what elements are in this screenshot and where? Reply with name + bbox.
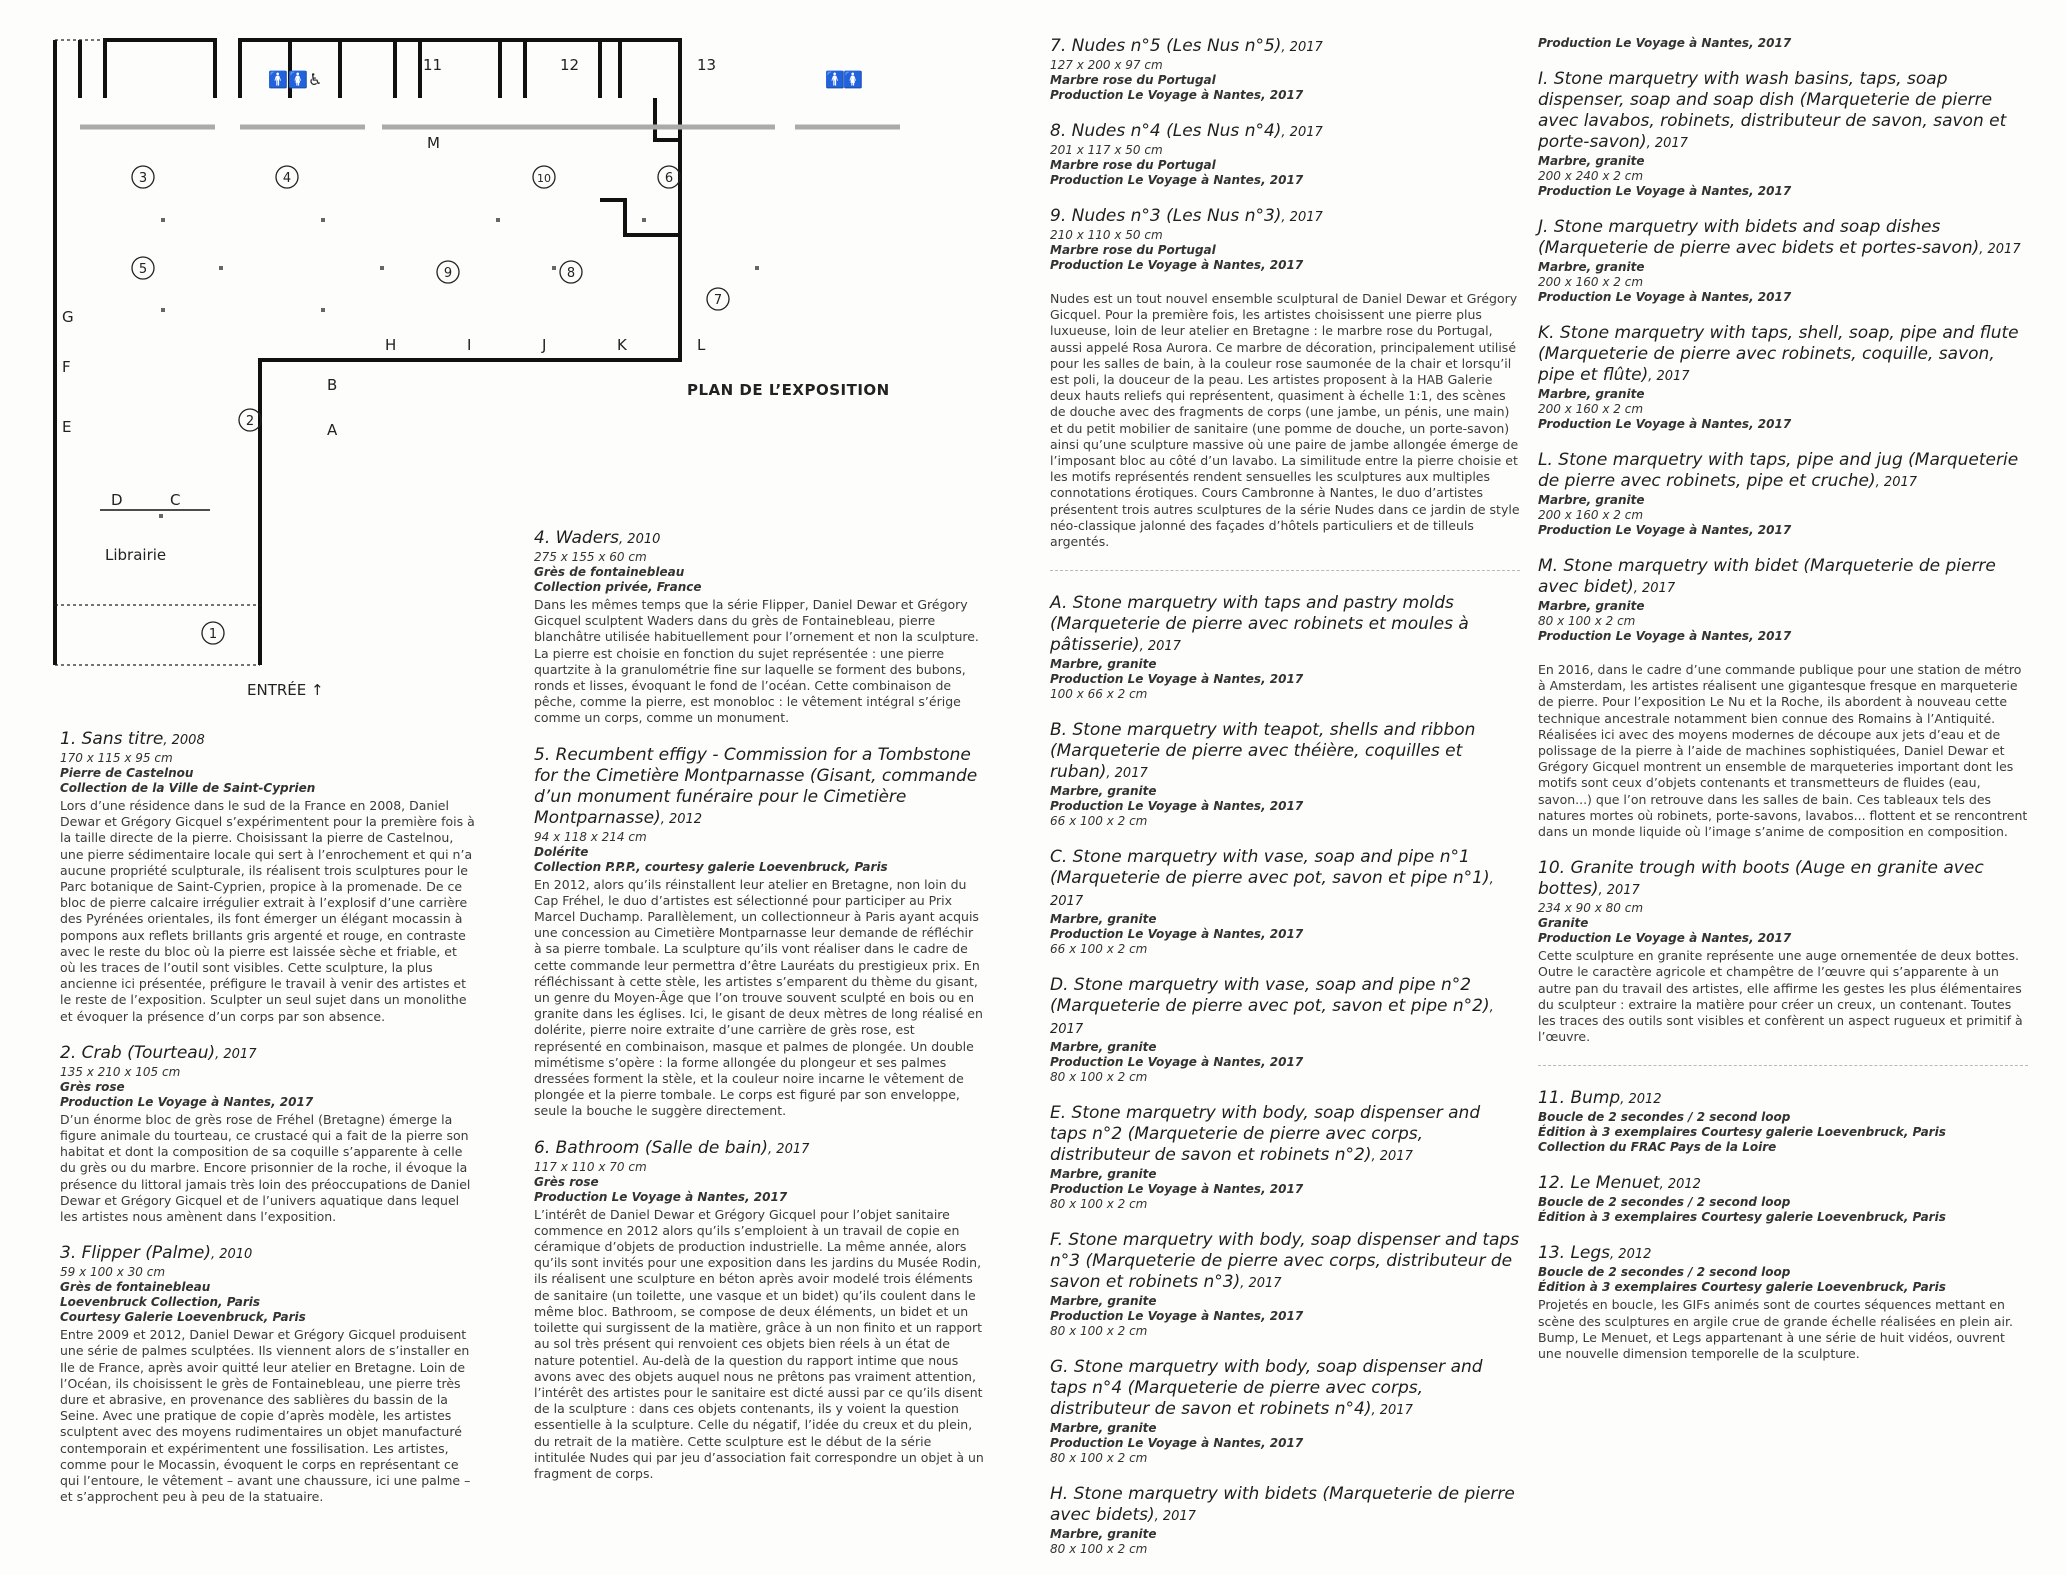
artwork-entry [1050, 720, 1520, 829]
column-1 [60, 729, 475, 1524]
artwork-detail: Production Le Voyage à Nantes, 2017 [1050, 173, 1304, 187]
artwork-entry [1050, 975, 1520, 1085]
artwork-name: F. Stone marquetry with body, soap dispenser and taps n°3 (Marqueterie de pierre avec corps, distributeur de savon et robinets n°3) [1050, 1230, 1520, 1293]
svg-text:🚺: 🚺 [843, 70, 863, 89]
artwork-name: 4. Waders [534, 528, 620, 548]
artwork-detail: 94 x 118 x 214 cm [534, 829, 647, 844]
artwork-detail: 200 x 240 x 2 cm [1538, 169, 1644, 183]
artwork-name: G. Stone marquetry with body, soap dispenser and taps n°4 (Marqueterie de pierre avec corps, distributeur de savon et robinets n°4) [1050, 1357, 1483, 1420]
artwork-title [1538, 1088, 2028, 1110]
artwork-detail: Marbre, granite [1050, 784, 1157, 799]
artwork-year: , 2017 [1281, 210, 1323, 225]
artwork-entry [1538, 36, 2028, 51]
zone-J-label: J [542, 336, 547, 354]
artwork-detail: 59 x 100 x 30 cm [60, 1265, 166, 1280]
artwork-detail: 135 x 210 x 105 cm [60, 1064, 181, 1079]
artwork-detail: Production Le Voyage à Nantes, 2017 [1050, 1182, 1304, 1197]
artwork-year: , 2017 [1050, 1000, 1494, 1038]
artwork-name: 5. Recumbent effigy - Commission for a Tombstone for the Cimetière Montparnasse (Gisant, commande d’un monument funéraire pour le Cimetière Montparnasse) [534, 744, 978, 828]
artwork-detail: 66 x 100 x 2 cm [1050, 814, 1148, 829]
zone-A-label: A [327, 421, 338, 439]
artwork-year: , 2017 [215, 1046, 257, 1062]
artwork-title [1050, 206, 1520, 228]
artwork-description: Projetés en boucle, les GIFs animés sont de courtes séquences mettant en scène des sculptures en argile crue de grande échelle réalisées en plein air. Bump, Le Menuet, et Legs appartenant à une série de huit vidéos, ouvrent une nouvelle dimension temporelle de la sculpture. [1538, 1297, 2013, 1362]
artwork-detail: Production Le Voyage à Nantes, 2017 [1538, 523, 1792, 537]
artwork-detail: Marbre, granite [1050, 1527, 1157, 1542]
artwork-year: , 2017 [1633, 581, 1676, 596]
marker-2: 2 [245, 414, 255, 429]
artwork-detail: 117 x 110 x 70 cm [534, 1159, 647, 1174]
artwork-detail: Production Le Voyage à Nantes, 2017 [1050, 927, 1304, 942]
artwork-detail: Édition à 3 exemplaires Courtesy galerie Loevenbruck, Paris [1538, 1210, 1946, 1225]
artwork-description: En 2016, dans le cadre d’une commande publique pour une station de métro à Amsterdam, les artistes réalisent une gigantesque fresque en marqueterie de pierre. Pour l’exposition Le Nu et la Roche, ils abordent à nouveau cette technique ancestrale notamment bien connue des Romains à l’Antiquité. Réalisées ici avec des moyens modernes de découpe aux jets d’eau et de polissage de la pierre à l’aide de machines sophistiquées, Daniel Dewar et Grégory Gicquel montrent un ensemble de marqueteries important dont les motifs sont ceux d’objets contenants et transmetteurs de fluides (eau, savon...) que l’on retrouve dans les salles de bain. Ces tableaux tels des natures mortes où robinets, porte-savons, lavabos... flottent et se rencontrent dans un monde liquide où l’image s’anime de composition en composition. [1538, 662, 2028, 840]
artwork-entry [1050, 291, 1520, 550]
artwork-description: En 2012, alors qu’ils réinstallent leur atelier en Bretagne, non loin du Cap Fréhel, le duo d’artistes est sélectionné pour participer au Prix Marcel Duchamp. Parallèlement, un collectionneur à Paris ayant acquis une concession au Cimetière Montparnasse leur demande de réfléchir à sa pierre tombale. La sculpture qu’ils vont réaliser dans le cadre de cette commande leur permettra d’être Lauréats du prestigieux prix. En réfléchissant à cette stèle, les artistes s’emparent du thème du gisant, un genre du Moyen-Âge que l’on trouve souvent sculpté en bois ou en granite dans les églises. Ici, le gisant de deux mètres de long réalisé en dolérite, pierre noire extraite d’une carrière de grès rose, est représenté en combinaison, masque et palmes de plongée. Un double mimétisme s’opère : la forme allongée du plongeur et ses palmes dressées forment la stèle, et la couleur noire incarne le vêtement de plongée et la pierre tombale. Le corps est figuré par son enveloppe, seule la bouche le suggère directement. [534, 876, 983, 1119]
artwork-title [1538, 858, 2028, 901]
artwork-year: , 2012 [1659, 1177, 1701, 1193]
artwork-detail: Production Le Voyage à Nantes, 2017 [534, 1189, 788, 1204]
artwork-detail: 100 x 66 x 2 cm [1050, 687, 1148, 702]
artwork-detail: Granite [1538, 916, 1589, 931]
artwork-description: Dans les mêmes temps que la série Flipper, Daniel Dewar et Grégory Gicquel sculptent Waders dans du grès de Fontainebleau, pierre blanchâtre utilisée habituellement pour l’ornement et non la sculpture. La pierre est choisie en fonction du sujet représentée : une pierre quartzite à la granulométrie fine sur laquelle se forment des bubons, ronds et lisses, évoquant le fond de l’océan. Cette combinaison de pêche, comme la pierre, est monobloc : le vêtement intégral s’érige comme un corps, comme un monument. [534, 597, 979, 726]
artwork-detail: Grès de fontainebleau [60, 1280, 211, 1295]
column-3 [1050, 36, 1520, 1575]
artwork-title [1050, 720, 1520, 784]
artwork-detail: Production Le Voyage à Nantes, 2017 [60, 1094, 314, 1109]
artwork-title [1050, 36, 1520, 58]
artwork-title [534, 528, 984, 550]
svg-text:♿: ♿ [308, 70, 323, 89]
artwork-name: E. Stone marquetry with body, soap dispenser and taps n°2 (Marqueterie de pierre avec corps, distributeur de savon et robinets n°2) [1050, 1103, 1481, 1166]
artwork-name: 11. Bump [1538, 1088, 1621, 1109]
artwork-description: D’un énorme bloc de grès rose de Fréhel (Bretagne) émerge la figure animale du tourteau, ce crustacé qui a fait de la pierre son habitat et dont la composition de sa coquille s’apparente à celle du grès ou du marbre. Encore prisonnier de la roche, il évoque la présence du littoral jamais très loin des préoccupations de Daniel Dewar et Grégory Gicquel et de l’univers aquatique dans lequel les artistes nous amènent dans l’exposition. [60, 1111, 471, 1225]
artwork-title [1050, 847, 1520, 912]
artwork-detail: Collection privée, France [534, 580, 702, 594]
artwork-detail: 80 x 100 x 2 cm [1538, 614, 1636, 628]
artwork-entry [1538, 1243, 2028, 1362]
artwork-detail: Dolérite [534, 844, 589, 859]
artwork-entry [534, 1138, 984, 1482]
artwork-detail: Collection de la Ville de Saint-Cyprien [60, 781, 316, 795]
marker-9: 9 [443, 266, 453, 281]
artwork-year: , 2017 [1371, 1149, 1413, 1165]
artwork-name: K. Stone marquetry with taps, shell, soap, pipe and flute (Marqueterie de pierre avec robinets, coquille, savon, pipe et flûte) [1538, 323, 2019, 385]
artwork-detail: Collection du FRAC Pays de la Loire [1538, 1140, 1777, 1155]
artwork-detail: 80 x 100 x 2 cm [1050, 1542, 1148, 1557]
artwork-year: , 2017 [1050, 872, 1494, 910]
artwork-entry [1538, 858, 2028, 1045]
artwork-detail: 210 x 110 x 50 cm [1050, 228, 1163, 242]
artwork-detail: Marbre, granite [1050, 1421, 1157, 1436]
artwork-detail: Marbre, granite [1050, 1167, 1157, 1182]
artwork-year: , 2017 [1979, 242, 2021, 257]
artwork-title [60, 1243, 475, 1265]
artwork-entry [1050, 36, 1520, 103]
entry-label: ENTRÉE ↑ [247, 681, 324, 699]
artwork-detail: Boucle de 2 secondes / 2 second loop [1538, 1265, 1791, 1280]
artwork-entry [1538, 217, 2028, 305]
artwork-year: , 2012 [1610, 1247, 1652, 1263]
artwork-detail: Production Le Voyage à Nantes, 2017 [1050, 258, 1304, 272]
artwork-name: 6. Bathroom (Salle de bain) [534, 1137, 769, 1158]
artwork-detail: Marbre, granite [1538, 260, 1645, 274]
marker-7: 7 [713, 293, 723, 308]
artwork-detail: Boucle de 2 secondes / 2 second loop [1538, 1195, 1791, 1210]
artwork-title [1538, 1173, 2028, 1195]
artwork-name: 1. Sans titre [60, 729, 164, 749]
artwork-year: , 2012 [1620, 1092, 1662, 1108]
artwork-detail: Production Le Voyage à Nantes, 2017 [1050, 799, 1304, 814]
artwork-entry [1050, 847, 1520, 957]
artwork-detail: Production Le Voyage à Nantes, 2017 [1538, 36, 1792, 50]
zone-F-label: F [62, 358, 71, 376]
artwork-entry [1050, 1357, 1520, 1466]
zone-H-label: H [385, 336, 397, 354]
marker-3: 3 [138, 171, 148, 186]
artwork-title [1538, 69, 2028, 154]
artwork-detail: 275 x 155 x 60 cm [534, 550, 647, 564]
column-4 [1538, 36, 2028, 1380]
artwork-year: , 2010 [210, 1247, 253, 1263]
artwork-entry [1050, 1484, 1520, 1557]
artwork-detail: Grès rose [60, 1079, 125, 1094]
artwork-name: 7. Nudes n°5 (Les Nus n°5) [1050, 36, 1282, 56]
zone-I-label: I [467, 336, 472, 354]
marker-5: 5 [138, 262, 148, 277]
zone-E-label: E [62, 418, 72, 436]
zone-K-label: K [617, 336, 627, 354]
artwork-detail: Loevenbruck Collection, Paris [60, 1295, 261, 1310]
artwork-detail: Marbre, granite [1538, 493, 1645, 507]
artwork-entry [1050, 593, 1520, 702]
artwork-detail: Production Le Voyage à Nantes, 2017 [1538, 629, 1792, 643]
artwork-detail: Production Le Voyage à Nantes, 2017 [1538, 290, 1792, 304]
marker-10: 10 [537, 172, 551, 185]
artwork-year: , 2017 [1240, 1276, 1282, 1292]
artwork-name: 2. Crab (Tourteau) [60, 1042, 216, 1063]
artwork-detail: Marbre, granite [1538, 599, 1645, 613]
artwork-title [1538, 217, 2028, 260]
artwork-description: Entre 2009 et 2012, Daniel Dewar et Grégory Gicquel produisent une série de palmes sculptées. Ils viennent alors de s’installer en Ile de France, après avoir quitté leur atelier en Bretagne. Loin de l’Océan, ils choisissent le grès de Fontainebleau, une pierre très dure et abrasive, en provenance des sablières du bassin de la Seine. Avec une pratique de copie d’après modèle, les artistes sculptent avec des moyens rudimentaires un objet manufacturé contemporain et expérimentent une fossilisation. Les artistes, comme pour le Mocassin, évoquent le corps en représentant ce qui l’entoure, le vêtement – avant une chaussure, ici une palme – et s’approchent peu à peu de la statuaire. [60, 1327, 471, 1505]
artwork-detail: Grès rose [534, 1174, 599, 1189]
artwork-year: , 2017 [1154, 1509, 1196, 1525]
artwork-detail: Marbre rose du Portugal [1050, 73, 1216, 87]
artwork-entry [60, 1043, 475, 1225]
artwork-entry [1538, 1088, 2028, 1155]
artwork-detail: Production Le Voyage à Nantes, 2017 [1050, 88, 1304, 102]
artwork-detail: Édition à 3 exemplaires Courtesy galerie Loevenbruck, Paris [1538, 1125, 1946, 1140]
zone-D-label: D [111, 491, 123, 509]
artwork-name: 10. Granite trough with boots (Auge en granite avec bottes) [1538, 858, 1984, 900]
artwork-title [1538, 556, 2028, 599]
artwork-entry [1050, 121, 1520, 188]
artwork-detail: Production Le Voyage à Nantes, 2017 [1050, 1309, 1304, 1324]
marker-8: 8 [566, 266, 576, 281]
plan-title: PLAN DE L’EXPOSITION [687, 381, 890, 399]
zone-L-label: L [697, 336, 706, 354]
artwork-year: , 2017 [1106, 766, 1148, 782]
artwork-name: M. Stone marquetry with bidet (Marqueterie de pierre avec bidet) [1538, 556, 1996, 597]
artwork-detail: 80 x 100 x 2 cm [1050, 1197, 1148, 1212]
bookshop-label: Librairie [105, 546, 167, 564]
artwork-title [1538, 450, 2028, 493]
artwork-entry [1538, 1173, 2028, 1225]
svg-text:🚹: 🚹 [268, 70, 288, 89]
marker-6: 6 [664, 171, 674, 186]
artwork-detail: Marbre, granite [1050, 912, 1157, 927]
artwork-title [1050, 1484, 1520, 1527]
artwork-name: 3. Flipper (Palme) [60, 1243, 211, 1264]
artwork-entry [1538, 69, 2028, 199]
artwork-entry [534, 745, 984, 1120]
artwork-entry [1050, 206, 1520, 273]
column-2 [534, 528, 984, 1500]
artwork-detail: 200 x 160 x 2 cm [1538, 508, 1644, 522]
artwork-description: Cette sculpture en granite représente une auge ornementée de deux bottes. Outre le caractère agricole et champêtre de l’œuvre qui s’apparente à un autre pan du travail des artistes, elle affirme les gestes les plus élémentaires du sculpteur : extraire la matière pour créer un creux, un contenant. Toutes les traces des outils sont visibles et confèrent un aspect rugueux et primitif à l’œuvre. [1538, 948, 2023, 1045]
artwork-name: B. Stone marquetry with teapot, shells and ribbon (Marqueterie de pierre avec théière, coquilles et ruban) [1050, 720, 1476, 783]
artwork-detail: Édition à 3 exemplaires Courtesy galerie Loevenbruck, Paris [1538, 1280, 1946, 1295]
artwork-detail: Production Le Voyage à Nantes, 2017 [1538, 931, 1792, 946]
zone-C-label: C [170, 491, 181, 509]
room-13-label: 13 [697, 56, 717, 74]
artwork-title [1538, 1243, 2028, 1265]
artwork-detail: Marbre, granite [1538, 387, 1645, 401]
artwork-name: 9. Nudes n°3 (Les Nus n°3) [1050, 206, 1282, 226]
artwork-year: , 2012 [660, 811, 703, 827]
artwork-title [1050, 121, 1520, 143]
marker-1: 1 [208, 627, 218, 642]
artwork-title [1050, 593, 1520, 657]
room-12-label: 12 [560, 56, 580, 74]
artwork-title [1050, 975, 1520, 1040]
artwork-name: 12. Le Menuet [1538, 1173, 1660, 1194]
artwork-entry [1050, 1230, 1520, 1339]
artwork-year: , 2017 [1598, 883, 1640, 899]
svg-text:🚹: 🚹 [825, 70, 845, 89]
artwork-year: , 2010 [619, 532, 661, 547]
artwork-detail: Courtesy Galerie Loevenbruck, Paris [60, 1310, 306, 1325]
artwork-year: , 2017 [1875, 475, 1918, 490]
artwork-detail: 80 x 100 x 2 cm [1050, 1451, 1148, 1466]
marker-4: 4 [282, 171, 292, 186]
artwork-detail: Marbre rose du Portugal [1050, 243, 1216, 257]
artwork-name: A. Stone marquetry with taps and pastry molds (Marqueterie de pierre avec robinets et moules à pâtisserie) [1050, 593, 1469, 656]
artwork-name: L. Stone marquetry with taps, pipe and jug (Marqueterie de pierre avec robinets, pipe et cruche) [1538, 450, 2019, 491]
artwork-detail: 200 x 160 x 2 cm [1538, 402, 1644, 416]
artwork-detail: Marbre, granite [1050, 1294, 1157, 1309]
artwork-title [60, 729, 475, 751]
artwork-detail: 201 x 117 x 50 cm [1050, 143, 1163, 157]
zone-G-label: G [62, 308, 74, 326]
artwork-entry [1538, 662, 2028, 840]
artwork-title [1050, 1103, 1520, 1167]
artwork-name: C. Stone marquetry with vase, soap and pipe n°1 (Marqueterie de pierre avec pot, savon et pipe n°1) [1050, 847, 1490, 889]
artwork-detail: 170 x 115 x 95 cm [60, 751, 173, 765]
artwork-name: H. Stone marquetry with bidets (Marqueterie de pierre avec bidets) [1050, 1484, 1515, 1526]
svg-text:🚺: 🚺 [288, 70, 308, 89]
room-11-label: 11 [423, 56, 443, 74]
artwork-detail: Marbre, granite [1538, 154, 1645, 168]
artwork-entry [534, 528, 984, 727]
zone-B-label: B [327, 376, 338, 394]
artwork-title [1538, 323, 2028, 387]
artwork-name: D. Stone marquetry with vase, soap and pipe n°2 (Marqueterie de pierre avec pot, savon et pipe n°2) [1050, 975, 1490, 1017]
artwork-name: 8. Nudes n°4 (Les Nus n°4) [1050, 121, 1282, 141]
artwork-detail: 234 x 90 x 80 cm [1538, 901, 1644, 916]
artwork-name: 13. Legs [1538, 1243, 1611, 1264]
artwork-year: , 2017 [768, 1141, 810, 1157]
divider [1538, 1065, 2028, 1066]
zone-M-label: M [427, 134, 440, 152]
artwork-description: Nudes est un tout nouvel ensemble sculptural de Daniel Dewar et Grégory Gicquel. Pour la première fois, les artistes choisissent une pierre plus luxueuse, loin de leur atelier en Bretagne : le marbre rose du Portugal, aussi appelé Rosa Aurora. Ce marbre de décoration, principalement utilisé pour les salles de bain, à la couleur rose saumonée de la chair et lorsqu’il est poli, la douceur de la peau. Les artistes proposent à la HAB Galerie deux hauts reliefs qui représentent, quasiment à échelle 1:1, des scènes de douche avec des fragments de corps (une jambe, un pénis, une main) et du petit mobilier de sanitaire (une pomme de douche, un porte-savon) ainsi qu’une sculpture massive où une paire de jambe allongée émerge de l’imposant bloc au côté d’un lavabo. La similitude entre la pierre choisie et les motifs représentés rendent sensuelles les sculptures aux multiples connotations érotiques. Cours Cambronne à Nantes, le duo d’artistes présentent trois autres sculptures de la série Nudes dans ce jardin de style néo-classique jalonné des façades d’hôtels particuliers et de tilleuls argentés. [1050, 291, 1520, 550]
artwork-title [534, 1138, 984, 1160]
artwork-year: , 2017 [1139, 639, 1181, 655]
artwork-detail: Marbre, granite [1050, 1040, 1157, 1055]
divider [1050, 570, 1520, 571]
artwork-year: , 2008 [163, 733, 205, 748]
artwork-detail: Boucle de 2 secondes / 2 second loop [1538, 1110, 1791, 1125]
artwork-year: , 2017 [1648, 369, 1690, 384]
artwork-detail: Production Le Voyage à Nantes, 2017 [1050, 672, 1304, 687]
artwork-detail: Marbre, granite [1050, 657, 1157, 672]
artwork-title [1050, 1357, 1520, 1421]
artwork-detail: Pierre de Castelnou [60, 766, 194, 780]
artwork-detail: 66 x 100 x 2 cm [1050, 942, 1148, 957]
artwork-detail: 200 x 160 x 2 cm [1538, 275, 1644, 289]
artwork-entry [60, 1243, 475, 1505]
artwork-year: , 2017 [1281, 40, 1323, 55]
artwork-detail: Collection P.P.P., courtesy galerie Loevenbruck, Paris [534, 859, 888, 874]
artwork-detail: Production Le Voyage à Nantes, 2017 [1050, 1436, 1304, 1451]
artwork-description: L’intérêt de Daniel Dewar et Grégory Gicquel pour l’objet sanitaire commence en 2012 alors qu’ils s’emploient à un travail de copie en céramique d’objets de production industrielle. La même année, alors qu’ils sont invités pour une exposition dans les jardins du Musée Rodin, ils réalisent une sculpture en béton après avoir modelé trois éléments de sanitaire (un toilette, une vasque et un bidet) qu’ils coulent dans le même bloc. Bathroom, se compose de deux éléments, un bidet et un toilette qui surgissent de la matière, grâce à un non finito et un rapport au sol très présent qui renvoient ces objets bien réels à un état de nature potentiel. Au-delà de la question du rapport intime que nous avons avec des objets auquel nous ne prêtons pas vraiment attention, l’intérêt des artistes pour le sanitaire est dicté aussi par ce qu’ils disent de la sculpture : dans ces objets contenants, ils y voient la question essentielle à la sculpture. Celle du négatif, l’idée du creux et du plein, du retrait de la matière. Cette sculpture est le début de la série intitulée Nudes qui par jeu d’association fait correspondre un objet à un fragment de corps. [534, 1206, 984, 1481]
artwork-entry [1538, 450, 2028, 538]
artwork-entry [1538, 556, 2028, 644]
artwork-description: Lors d’une résidence dans le sud de la France en 2008, Daniel Dewar et Grégory Gicquel s’expérimentent pour la première fois à la taille directe de la pierre. Choisissant la pierre de Castelnou, une pierre sédimentaire locale qui sert à l’enrochement et qui n’a aucune propriété sculpturale, ils réalisent trois sculptures pour le Parc botanique de Saint-Cyprien, propice à la promenade. De ce bloc de pierre calcaire irrégulier extrait à l’explosif d’une carrière des Pyrénées orientales, ils font émerger un élégant mocassin à pompons aux reflets brillants gris argenté et rouge, en contraste avec le reste du bloc où la pierre est laissée sèche et friable, et où les traces de l’outil sont visibles. Cette sculpture, la plus ancienne ici présentée, préfigure le travail à venir des artistes et le reste de l’exposition. Sculpter un seul sujet dans un monolithe et évoquer la présence d’un corps par son absence. [60, 798, 475, 1024]
artwork-entry [1538, 323, 2028, 432]
artwork-entry [1050, 1103, 1520, 1212]
artwork-name: I. Stone marquetry with wash basins, taps, soap dispenser, soap and soap dish (Marqueterie de pierre avec lavabos, robinets, distributeur de savon, savon et porte-savon) [1538, 69, 2007, 152]
artwork-entry [60, 729, 475, 1025]
artwork-detail: Grès de fontainebleau [534, 565, 685, 579]
artwork-name: J. Stone marquetry with bidets and soap dishes (Marqueterie de pierre avec bidets et portes-savon) [1538, 217, 1980, 258]
artwork-detail: 127 x 200 x 97 cm [1050, 58, 1163, 72]
artwork-title [1050, 1230, 1520, 1294]
artwork-detail: 80 x 100 x 2 cm [1050, 1070, 1148, 1085]
artwork-year: , 2017 [1281, 125, 1323, 140]
artwork-detail: Production Le Voyage à Nantes, 2017 [1050, 1055, 1304, 1070]
artwork-year: , 2017 [1371, 1403, 1413, 1419]
artwork-detail: Production Le Voyage à Nantes, 2017 [1538, 184, 1792, 198]
artwork-title [534, 745, 984, 830]
artwork-year: , 2017 [1646, 136, 1688, 151]
artwork-detail: 80 x 100 x 2 cm [1050, 1324, 1148, 1339]
artwork-title [60, 1043, 475, 1065]
artwork-detail: Marbre rose du Portugal [1050, 158, 1216, 172]
artwork-detail: Production Le Voyage à Nantes, 2017 [1538, 417, 1792, 431]
